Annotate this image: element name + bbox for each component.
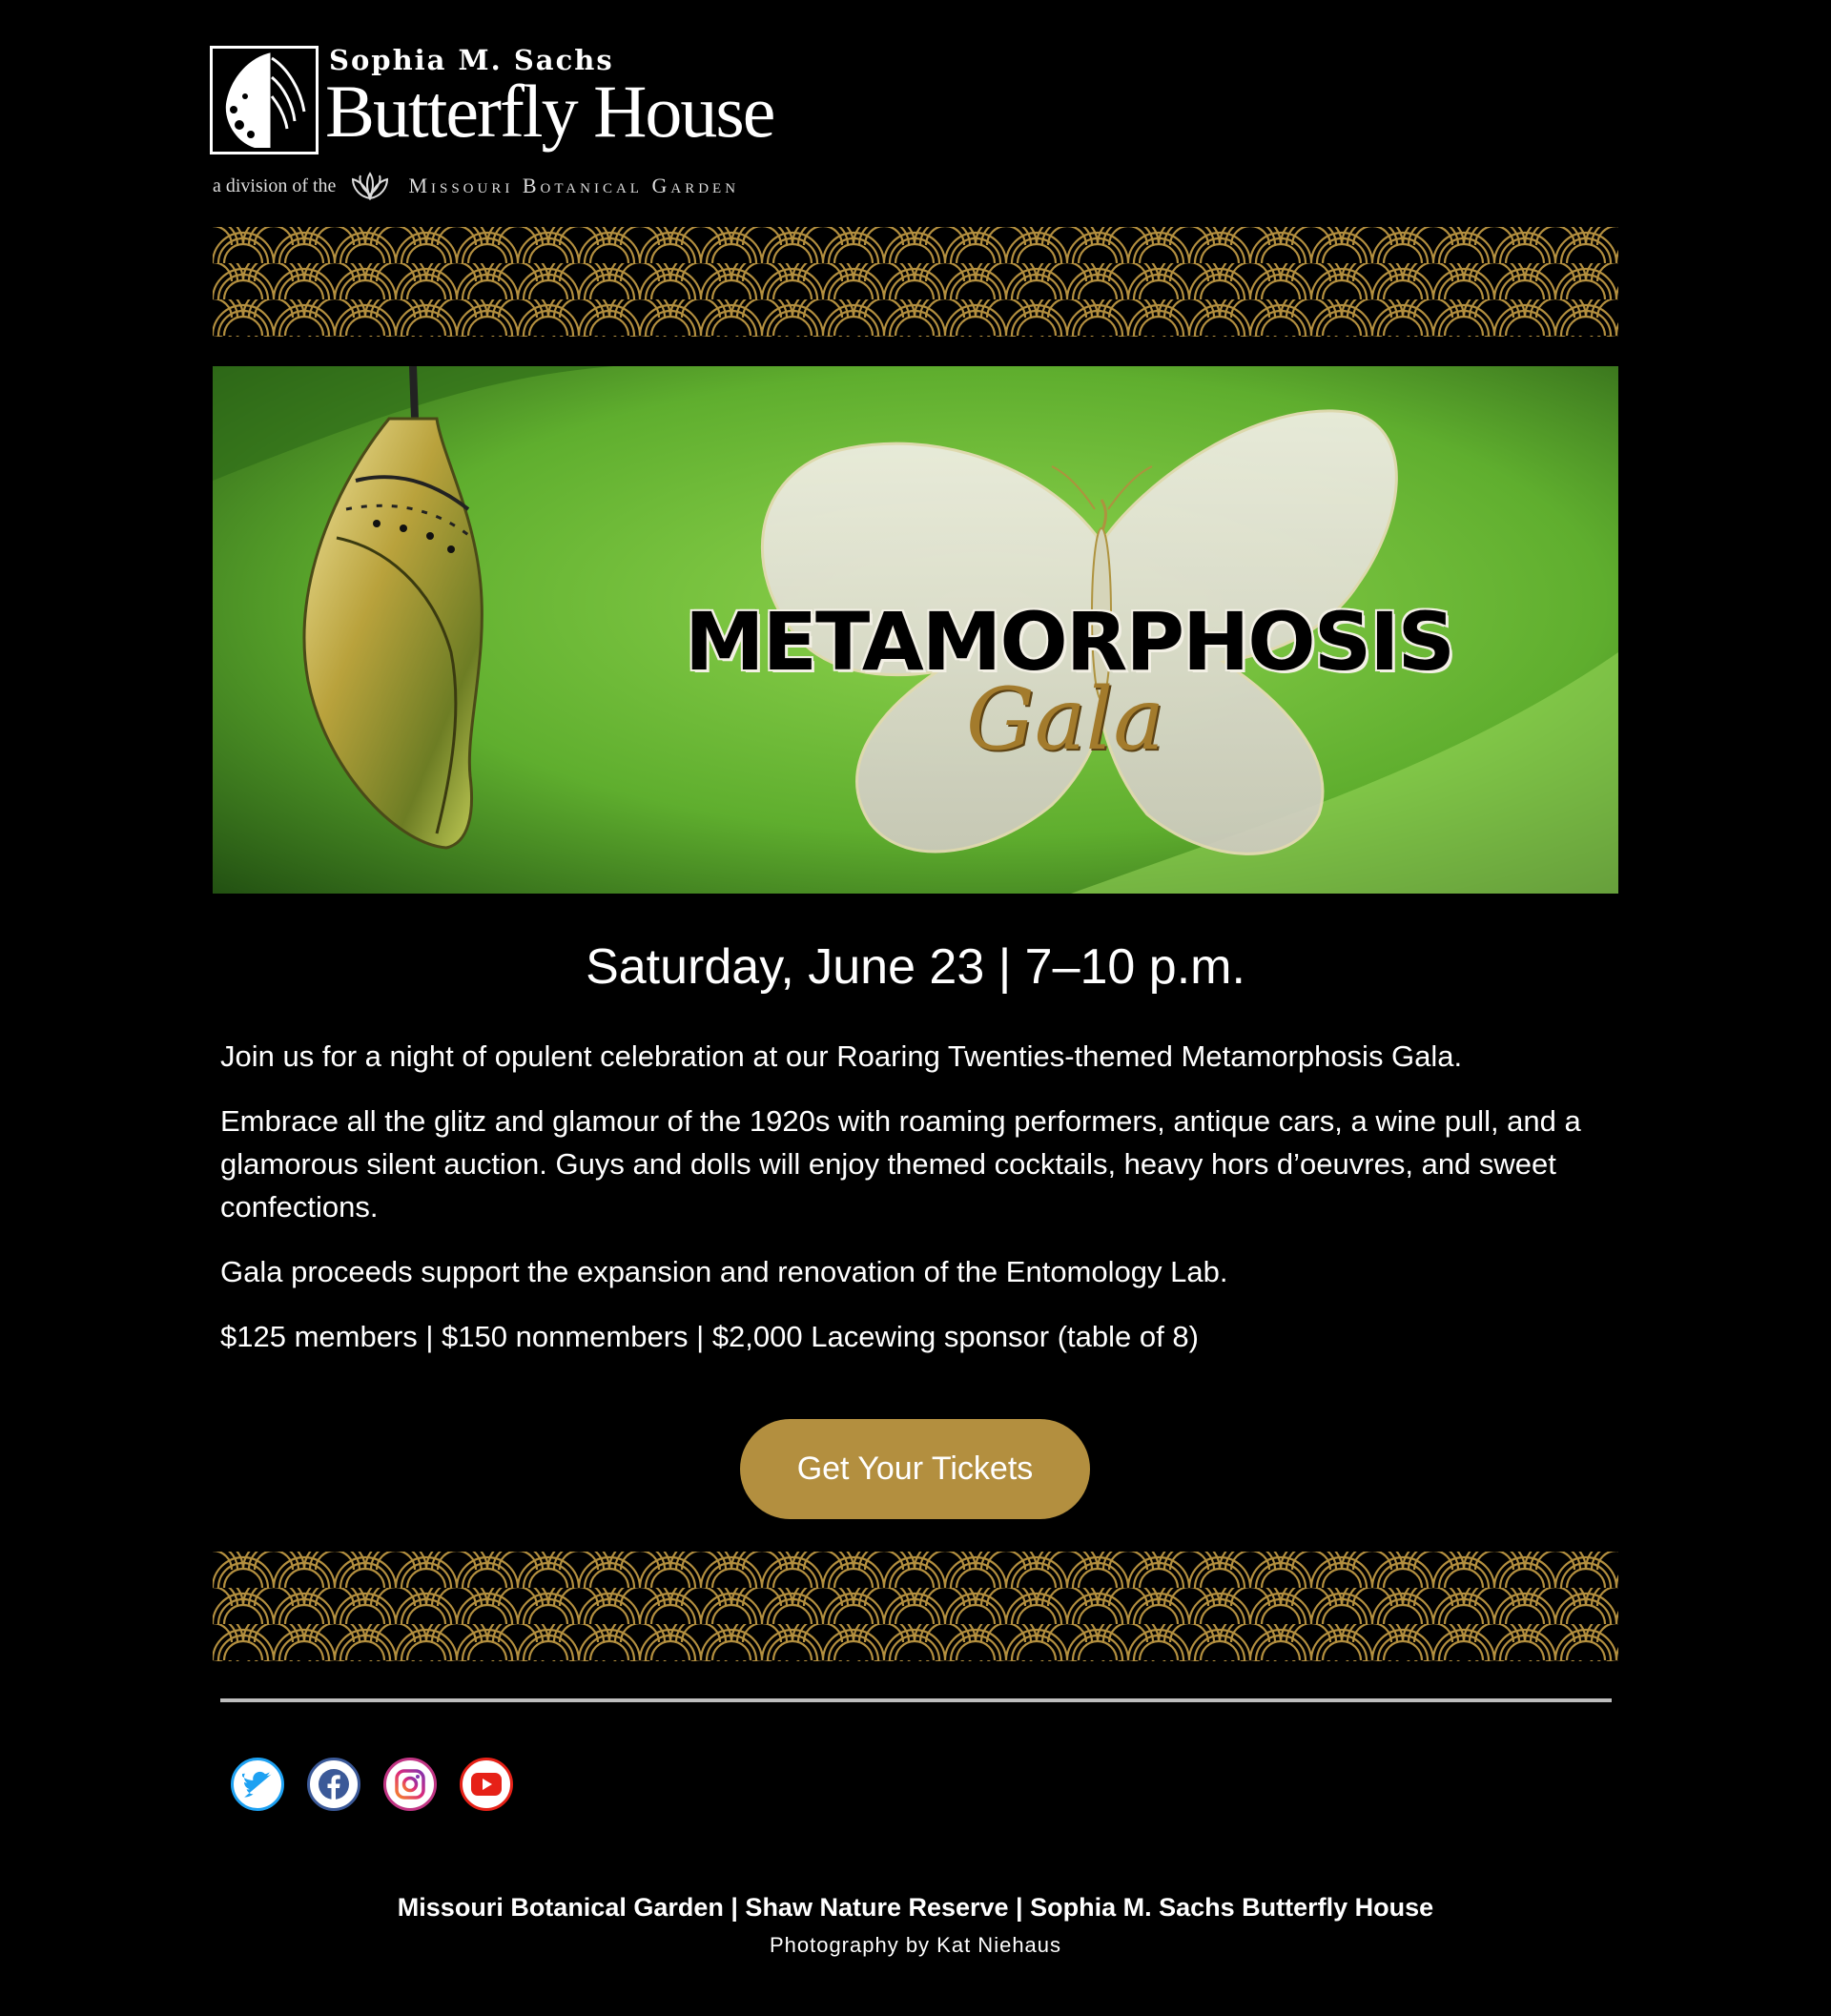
- hero-title: METAMORPHOSIS: [685, 595, 1453, 689]
- youtube-icon[interactable]: [460, 1758, 513, 1811]
- art-deco-pattern-band-bottom: [213, 1552, 1618, 1661]
- metamorphosis-gala-hero-banner[interactable]: [213, 366, 1618, 894]
- butterfly-wing-logo-icon: [210, 46, 319, 154]
- proceeds-paragraph: Gala proceeds support the expansion and renovation of the Entomology Lab.: [220, 1255, 1228, 1288]
- facebook-icon[interactable]: [307, 1758, 360, 1811]
- pricing-paragraph: $125 members | $150 nonmembers | $2,000 Lacewing sponsor (table of 8): [220, 1320, 1199, 1353]
- get-tickets-button[interactable]: Get Your Tickets: [740, 1419, 1090, 1519]
- footer-divider: [220, 1698, 1612, 1702]
- intro-paragraph: Join us for a night of opulent celebration at our Roaring Twenties-themed Metamorphosis Gala.: [220, 1039, 1463, 1073]
- photography-credit: Photography by Kat Niehaus: [769, 1933, 1062, 1957]
- footer-organization-links[interactable]: Missouri Botanical Garden | Shaw Nature Reserve | Sophia M. Sachs Butterfly House: [397, 1893, 1434, 1922]
- instagram-icon[interactable]: [383, 1758, 437, 1811]
- hero-script-title: Gala: [966, 669, 1164, 770]
- twitter-icon[interactable]: [231, 1758, 284, 1811]
- logo-top-line: Sophia M. Sachs: [329, 44, 614, 76]
- butterfly-house-logo[interactable]: [210, 46, 877, 198]
- details-paragraph: Embrace all the glitz and glamour of the 1920s with roaming performers, antique cars, a wine pull, and a glamorous silent auction. Guys and dolls will enjoy themed cocktails, heavy hors d’oeuvres, and sweet confections.: [220, 1104, 1581, 1224]
- division-name: Missouri Botanical Garden: [408, 174, 740, 197]
- division-prefix: a division of the: [213, 175, 337, 196]
- event-date: Saturday, June 23 | 7–10 p.m.: [586, 939, 1245, 995]
- logo-division-line: [213, 172, 739, 200]
- lotus-icon: [349, 172, 391, 200]
- logo-main-line: Butterfly House: [325, 70, 774, 153]
- art-deco-pattern-band-top: [213, 227, 1618, 337]
